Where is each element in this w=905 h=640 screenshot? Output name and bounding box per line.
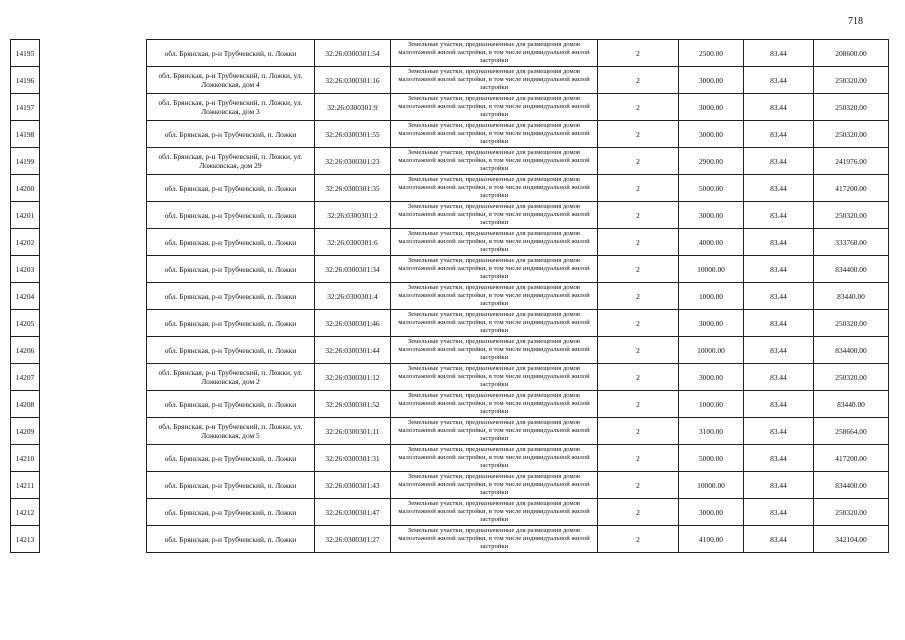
category-cell: 2 [598, 364, 679, 391]
cadastral-number-cell: 32:26:0300301:11 [315, 418, 391, 445]
cadastral-number-cell: 32:26:0300301:47 [315, 499, 391, 526]
cadastral-number-cell: 32:26:0300301:2 [315, 202, 391, 229]
table-row [11, 445, 889, 472]
land-purpose-cell: Земельные участки, предназначенные для размещения домов малоэтажной жилой застройки, в том числе индивидуальной жилой застройки [391, 94, 598, 121]
rate-cell: 83.44 [744, 391, 814, 418]
address-cell: обл. Брянская, р-н Трубчевский, п. Ложки [147, 499, 315, 526]
cadastral-number-cell: 32:26:0300301:44 [315, 337, 391, 364]
table-row [11, 310, 889, 337]
category-cell: 2 [598, 94, 679, 121]
land-purpose-cell: Земельные участки, предназначенные для размещения домов малоэтажной жилой застройки, в том числе индивидуальной жилой застройки [391, 40, 598, 67]
rate-cell: 83.44 [744, 148, 814, 175]
gap-cell [40, 202, 147, 229]
address-cell: обл. Брянская, р-н Трубчевский, п. Ложки [147, 121, 315, 148]
category-cell: 2 [598, 391, 679, 418]
table-row [11, 283, 889, 310]
cadastral-value-cell: 83440.00 [814, 283, 889, 310]
cadastral-number-cell: 32:26:0300301:43 [315, 472, 391, 499]
category-cell: 2 [598, 148, 679, 175]
cadastral-value-cell: 241976.00 [814, 148, 889, 175]
address-cell: обл. Брянская, р-н Трубчевский, п. Ложки [147, 310, 315, 337]
row-number-cell: 14211 [11, 472, 40, 499]
area-cell: 3000.00 [679, 499, 744, 526]
land-purpose-cell: Земельные участки, предназначенные для размещения домов малоэтажной жилой застройки, в том числе индивидуальной жилой застройки [391, 256, 598, 283]
gap-cell [40, 364, 147, 391]
cadastral-value-cell: 417200.00 [814, 175, 889, 202]
cadastral-value-cell: 834400.00 [814, 337, 889, 364]
land-plots-table [10, 39, 889, 553]
table-row [11, 148, 889, 175]
gap-cell [40, 67, 147, 94]
cadastral-number-cell: 32:26:0300301:52 [315, 391, 391, 418]
land-purpose-cell: Земельные участки, предназначенные для размещения домов малоэтажной жилой застройки, в том числе индивидуальной жилой застройки [391, 337, 598, 364]
gap-cell [40, 175, 147, 202]
row-number-cell: 14205 [11, 310, 40, 337]
area-cell: 5000.00 [679, 445, 744, 472]
address-cell: обл. Брянская, р-н Трубчевский, п. Ложки [147, 445, 315, 472]
category-cell: 2 [598, 40, 679, 67]
area-cell: 3000.00 [679, 364, 744, 391]
area-cell: 3100.00 [679, 418, 744, 445]
address-cell: обл. Брянская, р-н Трубчевский, п. Ложки [147, 202, 315, 229]
land-purpose-cell: Земельные участки, предназначенные для размещения домов малоэтажной жилой застройки, в том числе индивидуальной жилой застройки [391, 310, 598, 337]
cadastral-value-cell: 250320.00 [814, 94, 889, 121]
row-number-cell: 14198 [11, 121, 40, 148]
land-purpose-cell: Земельные участки, предназначенные для размещения домов малоэтажной жилой застройки, в том числе индивидуальной жилой застройки [391, 364, 598, 391]
area-cell: 2900.00 [679, 148, 744, 175]
rate-cell: 83.44 [744, 445, 814, 472]
cadastral-value-cell: 342104.00 [814, 526, 889, 553]
category-cell: 2 [598, 337, 679, 364]
table-row [11, 175, 889, 202]
cadastral-number-cell: 32:26:0300301:46 [315, 310, 391, 337]
address-cell: обл. Брянская, р-н Трубчевский, п. Ложки, ул. Ложковская, дом 3 [147, 94, 315, 121]
rate-cell: 83.44 [744, 337, 814, 364]
gap-cell [40, 148, 147, 175]
cadastral-number-cell: 32:26:0300301:35 [315, 175, 391, 202]
row-number-cell: 14208 [11, 391, 40, 418]
area-cell: 10000.00 [679, 337, 744, 364]
table-row [11, 499, 889, 526]
cadastral-value-cell: 417200.00 [814, 445, 889, 472]
land-purpose-cell: Земельные участки, предназначенные для размещения домов малоэтажной жилой застройки, в том числе индивидуальной жилой застройки [391, 391, 598, 418]
table-row [11, 94, 889, 121]
category-cell: 2 [598, 445, 679, 472]
category-cell: 2 [598, 310, 679, 337]
row-number-cell: 14213 [11, 526, 40, 553]
address-cell: обл. Брянская, р-н Трубчевский, п. Ложки [147, 40, 315, 67]
gap-cell [40, 526, 147, 553]
rate-cell: 83.44 [744, 40, 814, 67]
gap-cell [40, 94, 147, 121]
cadastral-number-cell: 32:26:0300301:54 [315, 40, 391, 67]
land-purpose-cell: Земельные участки, предназначенные для размещения домов малоэтажной жилой застройки, в том числе индивидуальной жилой застройки [391, 526, 598, 553]
table-row [11, 418, 889, 445]
land-purpose-cell: Земельные участки, предназначенные для размещения домов малоэтажной жилой застройки, в том числе индивидуальной жилой застройки [391, 67, 598, 94]
cadastral-value-cell: 333760.00 [814, 229, 889, 256]
address-cell: обл. Брянская, р-н Трубчевский, п. Ложки, ул. Ложковская, дом 5 [147, 418, 315, 445]
rate-cell: 83.44 [744, 94, 814, 121]
row-number-cell: 14203 [11, 256, 40, 283]
table-row [11, 121, 889, 148]
cadastral-number-cell: 32:26:0300301:16 [315, 67, 391, 94]
category-cell: 2 [598, 499, 679, 526]
cadastral-value-cell: 83440.00 [814, 391, 889, 418]
gap-cell [40, 472, 147, 499]
address-cell: обл. Брянская, р-н Трубчевский, п. Ложки [147, 175, 315, 202]
cadastral-value-cell: 834400.00 [814, 256, 889, 283]
row-number-cell: 14195 [11, 40, 40, 67]
area-cell: 1000.00 [679, 391, 744, 418]
row-number-cell: 14201 [11, 202, 40, 229]
cadastral-number-cell: 32:26:0300301:31 [315, 445, 391, 472]
rate-cell: 83.44 [744, 283, 814, 310]
gap-cell [40, 499, 147, 526]
cadastral-number-cell: 32:26:0300301:9 [315, 94, 391, 121]
land-purpose-cell: Земельные участки, предназначенные для размещения домов малоэтажной жилой застройки, в том числе индивидуальной жилой застройки [391, 499, 598, 526]
cadastral-number-cell: 32:26:0300301:4 [315, 283, 391, 310]
table-body [11, 40, 889, 553]
area-cell: 3000.00 [679, 121, 744, 148]
address-cell: обл. Брянская, р-н Трубчевский, п. Ложки [147, 472, 315, 499]
area-cell: 3000.00 [679, 202, 744, 229]
gap-cell [40, 121, 147, 148]
land-purpose-cell: Земельные участки, предназначенные для размещения домов малоэтажной жилой застройки, в том числе индивидуальной жилой застройки [391, 202, 598, 229]
gap-cell [40, 283, 147, 310]
address-cell: обл. Брянская, р-н Трубчевский, п. Ложки, ул. Ложковская, дом 2 [147, 364, 315, 391]
cadastral-value-cell: 250320.00 [814, 202, 889, 229]
cadastral-value-cell: 834400.00 [814, 472, 889, 499]
row-number-cell: 14199 [11, 148, 40, 175]
category-cell: 2 [598, 418, 679, 445]
area-cell: 4000.00 [679, 229, 744, 256]
row-number-cell: 14197 [11, 94, 40, 121]
rate-cell: 83.44 [744, 499, 814, 526]
area-cell: 5000.00 [679, 175, 744, 202]
area-cell: 3000.00 [679, 94, 744, 121]
rate-cell: 83.44 [744, 472, 814, 499]
row-number-cell: 14209 [11, 418, 40, 445]
row-number-cell: 14204 [11, 283, 40, 310]
cadastral-value-cell: 250320.00 [814, 499, 889, 526]
address-cell: обл. Брянская, р-н Трубчевский, п. Ложки [147, 337, 315, 364]
rate-cell: 83.44 [744, 364, 814, 391]
land-purpose-cell: Земельные участки, предназначенные для размещения домов малоэтажной жилой застройки, в том числе индивидуальной жилой застройки [391, 445, 598, 472]
gap-cell [40, 229, 147, 256]
category-cell: 2 [598, 175, 679, 202]
rate-cell: 83.44 [744, 202, 814, 229]
row-number-cell: 14200 [11, 175, 40, 202]
rate-cell: 83.44 [744, 121, 814, 148]
table-row [11, 526, 889, 553]
row-number-cell: 14202 [11, 229, 40, 256]
row-number-cell: 14210 [11, 445, 40, 472]
table-row [11, 67, 889, 94]
address-cell: обл. Брянская, р-н Трубчевский, п. Ложки [147, 256, 315, 283]
cadastral-number-cell: 32:26:0300301:55 [315, 121, 391, 148]
category-cell: 2 [598, 256, 679, 283]
land-purpose-cell: Земельные участки, предназначенные для размещения домов малоэтажной жилой застройки, в том числе индивидуальной жилой застройки [391, 418, 598, 445]
cadastral-value-cell: 250320.00 [814, 310, 889, 337]
category-cell: 2 [598, 67, 679, 94]
area-cell: 10000.00 [679, 472, 744, 499]
rate-cell: 83.44 [744, 526, 814, 553]
land-purpose-cell: Земельные участки, предназначенные для размещения домов малоэтажной жилой застройки, в том числе индивидуальной жилой застройки [391, 148, 598, 175]
row-number-cell: 14196 [11, 67, 40, 94]
gap-cell [40, 337, 147, 364]
land-purpose-cell: Земельные участки, предназначенные для размещения домов малоэтажной жилой застройки, в том числе индивидуальной жилой застройки [391, 229, 598, 256]
table-row [11, 256, 889, 283]
cadastral-value-cell: 250320.00 [814, 364, 889, 391]
gap-cell [40, 40, 147, 67]
land-purpose-cell: Земельные участки, предназначенные для размещения домов малоэтажной жилой застройки, в том числе индивидуальной жилой застройки [391, 283, 598, 310]
category-cell: 2 [598, 121, 679, 148]
table-row [11, 40, 889, 67]
row-number-cell: 14207 [11, 364, 40, 391]
rate-cell: 83.44 [744, 310, 814, 337]
cadastral-number-cell: 32:26:0300301:12 [315, 364, 391, 391]
row-number-cell: 14206 [11, 337, 40, 364]
address-cell: обл. Брянская, р-н Трубчевский, п. Ложки, ул. Ложковская, дом 4 [147, 67, 315, 94]
row-number-cell: 14212 [11, 499, 40, 526]
area-cell: 3000.00 [679, 310, 744, 337]
table-row [11, 337, 889, 364]
rate-cell: 83.44 [744, 67, 814, 94]
category-cell: 2 [598, 229, 679, 256]
cadastral-value-cell: 208600.00 [814, 40, 889, 67]
rate-cell: 83.44 [744, 229, 814, 256]
area-cell: 3000.00 [679, 67, 744, 94]
area-cell: 2500.00 [679, 40, 744, 67]
category-cell: 2 [598, 202, 679, 229]
table-row [11, 391, 889, 418]
rate-cell: 83.44 [744, 256, 814, 283]
gap-cell [40, 391, 147, 418]
cadastral-number-cell: 32:26:0300301:6 [315, 229, 391, 256]
category-cell: 2 [598, 526, 679, 553]
land-purpose-cell: Земельные участки, предназначенные для размещения домов малоэтажной жилой застройки, в том числе индивидуальной жилой застройки [391, 472, 598, 499]
page-number: 718 [848, 16, 863, 27]
address-cell: обл. Брянская, р-н Трубчевский, п. Ложки, ул. Ложковская, дом 29 [147, 148, 315, 175]
gap-cell [40, 418, 147, 445]
address-cell: обл. Брянская, р-н Трубчевский, п. Ложки [147, 526, 315, 553]
table-row [11, 229, 889, 256]
land-purpose-cell: Земельные участки, предназначенные для размещения домов малоэтажной жилой застройки, в том числе индивидуальной жилой застройки [391, 175, 598, 202]
address-cell: обл. Брянская, р-н Трубчевский, п. Ложки [147, 391, 315, 418]
rate-cell: 83.44 [744, 175, 814, 202]
area-cell: 4100.00 [679, 526, 744, 553]
table-row [11, 202, 889, 229]
category-cell: 2 [598, 283, 679, 310]
cadastral-number-cell: 32:26:0300301:23 [315, 148, 391, 175]
cadastral-number-cell: 32:26:0300301:34 [315, 256, 391, 283]
address-cell: обл. Брянская, р-н Трубчевский, п. Ложки [147, 229, 315, 256]
cadastral-value-cell: 250320.00 [814, 121, 889, 148]
area-cell: 1000.00 [679, 283, 744, 310]
table-row [11, 472, 889, 499]
cadastral-value-cell: 258664.00 [814, 418, 889, 445]
land-purpose-cell: Земельные участки, предназначенные для размещения домов малоэтажной жилой застройки, в том числе индивидуальной жилой застройки [391, 121, 598, 148]
rate-cell: 83.44 [744, 418, 814, 445]
area-cell: 10000.00 [679, 256, 744, 283]
cadastral-value-cell: 250320.00 [814, 67, 889, 94]
gap-cell [40, 256, 147, 283]
gap-cell [40, 310, 147, 337]
cadastral-number-cell: 32:26:0300301:27 [315, 526, 391, 553]
category-cell: 2 [598, 472, 679, 499]
gap-cell [40, 445, 147, 472]
address-cell: обл. Брянская, р-н Трубчевский, п. Ложки [147, 283, 315, 310]
table-row [11, 364, 889, 391]
